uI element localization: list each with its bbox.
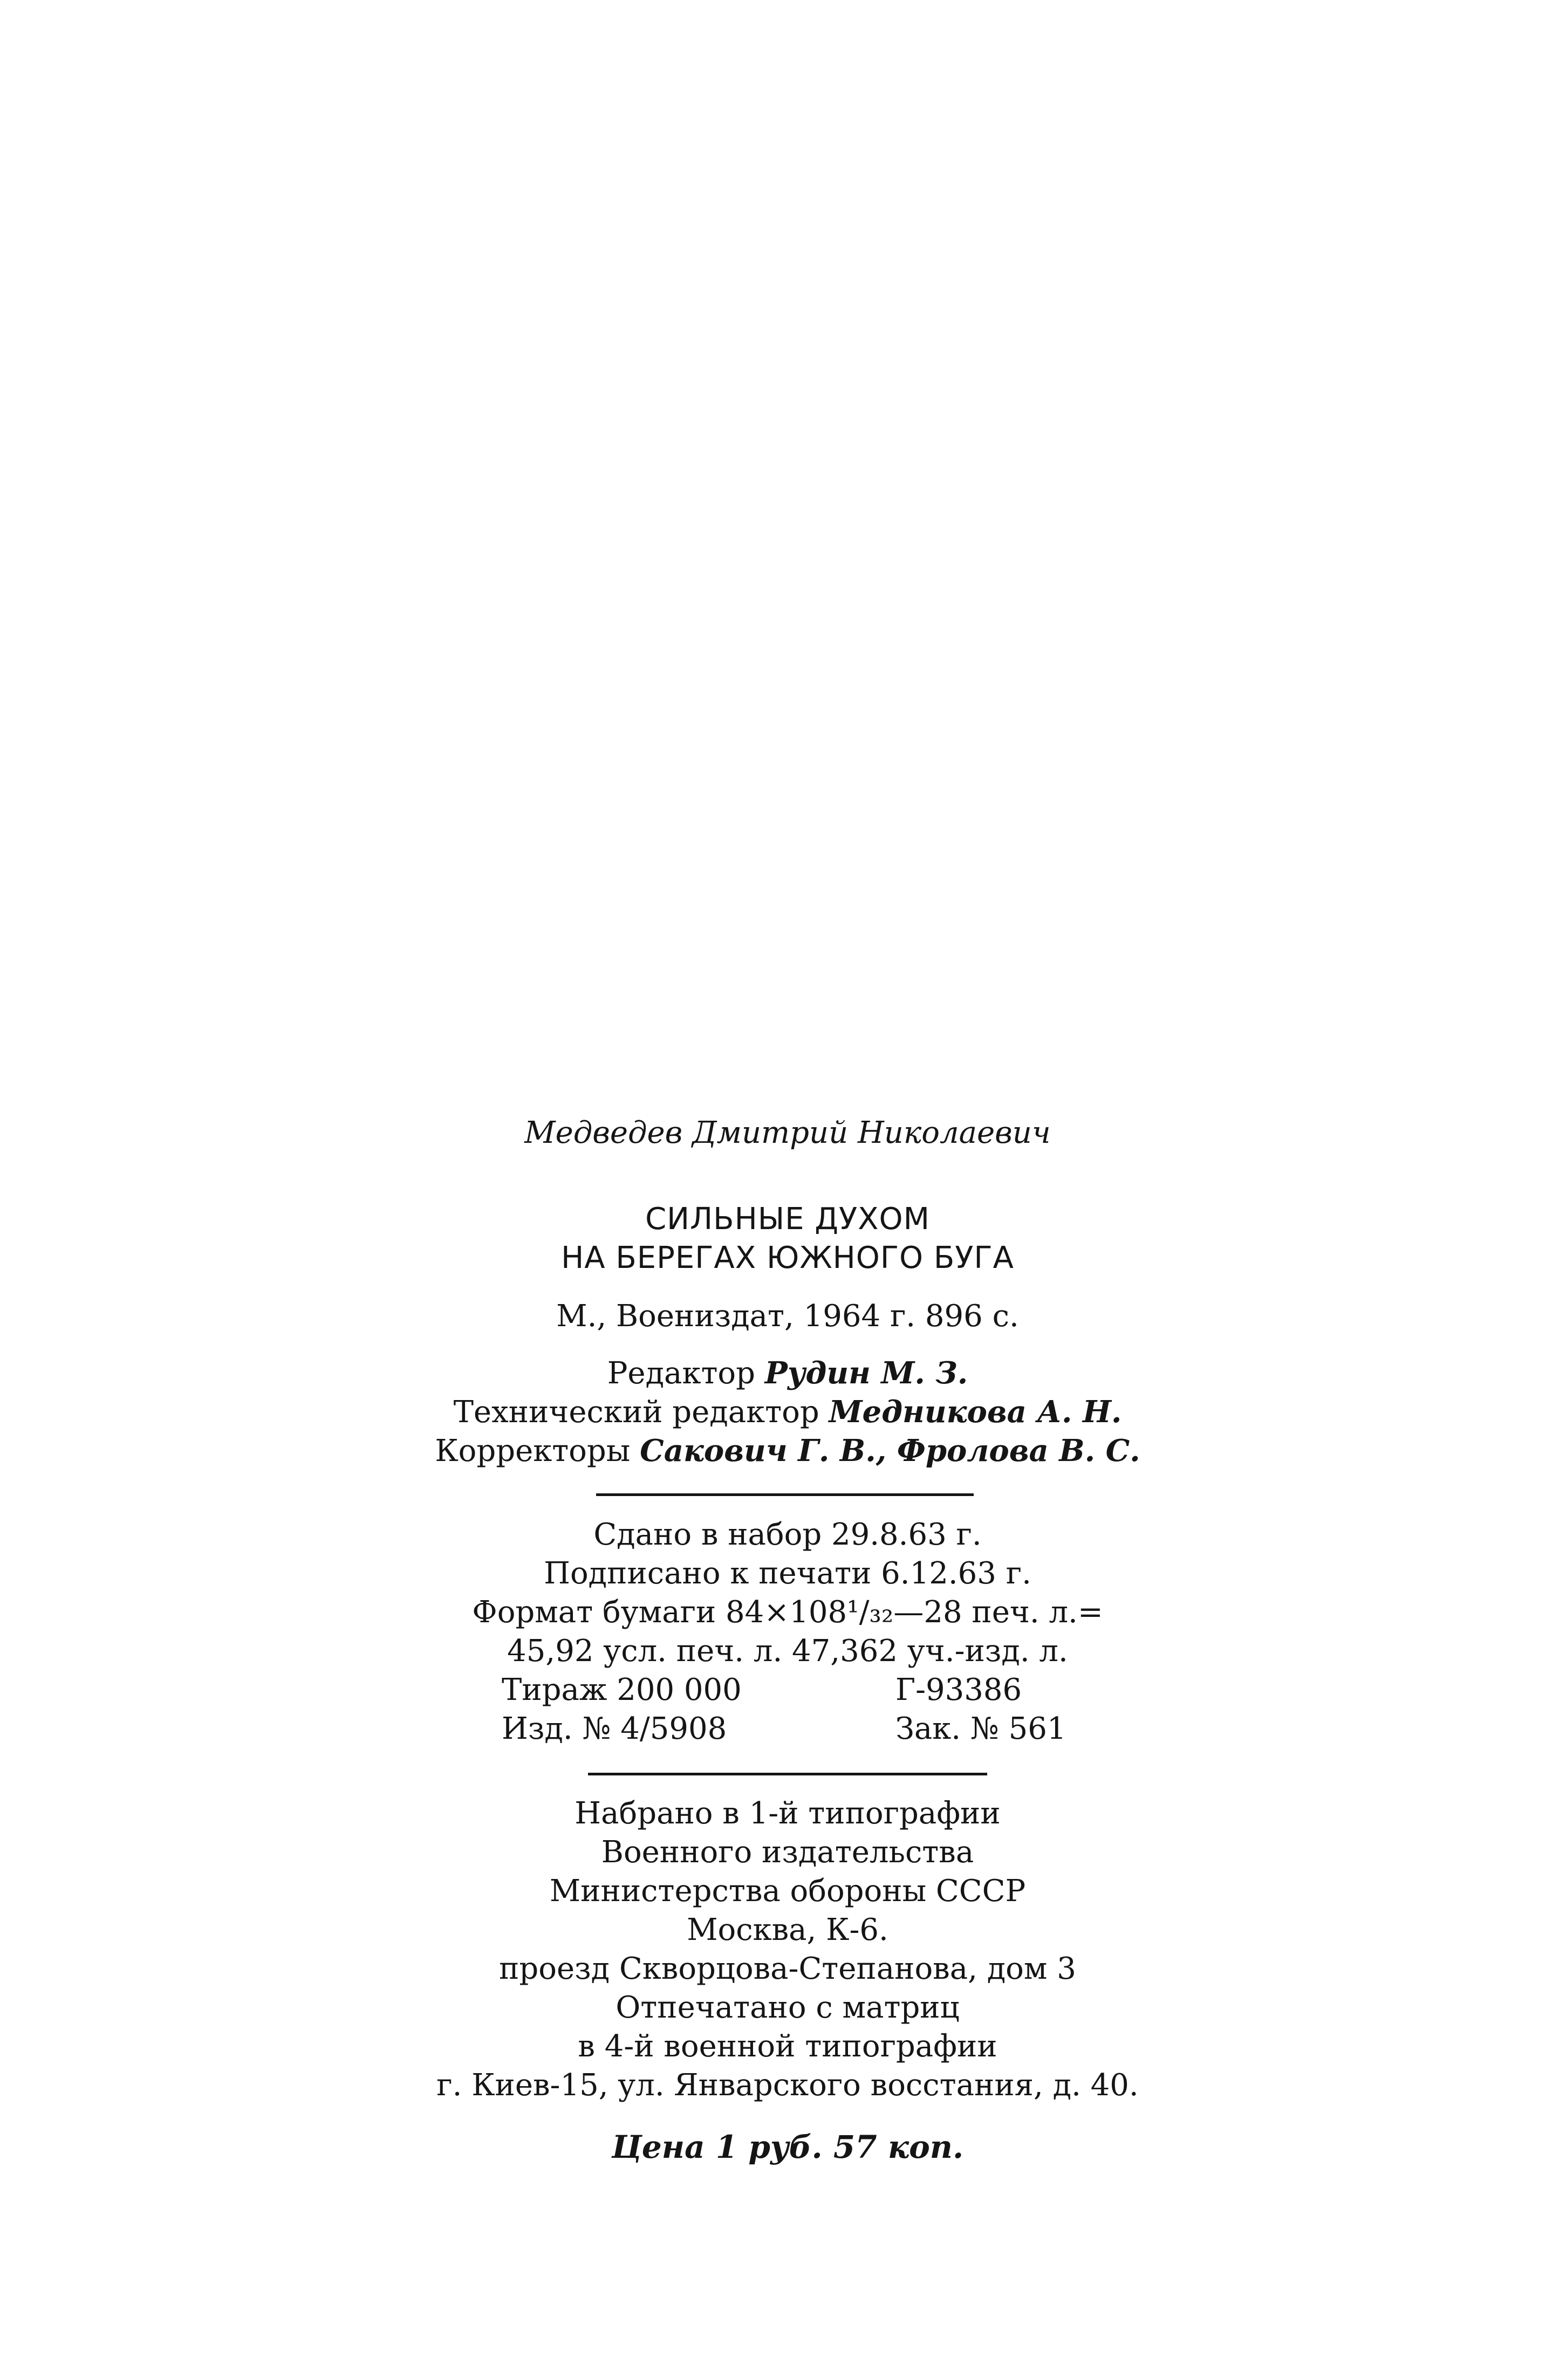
- sheet-count: 45,92 усл. печ. л. 47,362 уч.-изд. л.: [507, 1634, 1068, 1669]
- printer-line-8: г. Киев-15, ул. Январского восстания, д. 40.: [436, 2068, 1139, 2103]
- printer-line-3: Министерства обороны СССР: [549, 1874, 1026, 1909]
- author-name: Медведев Дмитрий Николаевич: [524, 1115, 1051, 1150]
- paper-format: Формат бумаги 84×108¹/₃₂—28 печ. л.=: [472, 1595, 1103, 1630]
- book-title-line-1: СИЛЬНЫЕ ДУХОМ: [645, 1202, 930, 1237]
- printer-line-5: проезд Скворцова-Степанова, дом 3: [499, 1951, 1076, 1986]
- printer-line-1: Набрано в 1-й типографии: [575, 1796, 1001, 1831]
- divider-rule-1: [596, 1493, 974, 1496]
- printer-line-4: Москва, К-6.: [687, 1912, 888, 1947]
- printer-line-7: в 4-й военной типографии: [578, 2029, 997, 2064]
- typeset-date: Сдано в набор 29.8.63 г.: [593, 1517, 982, 1552]
- editor-credit: [421, 1354, 1154, 1393]
- signed-date: Подписано к печати 6.12.63 г.: [544, 1556, 1031, 1591]
- correctors-credit: [421, 1431, 1154, 1471]
- order-number: Зак. № 561: [895, 1711, 1066, 1746]
- book-title-line-2: НА БЕРЕГАХ ЮЖНОГО БУГА: [561, 1240, 1014, 1275]
- correctors-names: Сакович Г. В., Фролова В. С.: [640, 1433, 1140, 1469]
- print-run: Тираж 200 000: [502, 1672, 742, 1707]
- editor-name: Рудин М. З.: [764, 1355, 968, 1391]
- price-line: Цена 1 руб. 57 коп.: [611, 2129, 964, 2165]
- publication-number: Изд. № 4/5908: [502, 1711, 727, 1746]
- tech-editor-name: Медникова А. Н.: [829, 1394, 1122, 1430]
- divider-rule-2: [588, 1773, 987, 1775]
- printer-line-6: Отпечатано с матриц: [616, 1990, 960, 2025]
- imprint-line: М., Воениздат, 1964 г. 896 с.: [556, 1299, 1019, 1334]
- editor-label: Редактор: [607, 1356, 755, 1391]
- tech-editor-credit: [421, 1393, 1154, 1432]
- correctors-label: Корректоры: [435, 1434, 631, 1469]
- printer-line-2: Военного издательства: [601, 1835, 974, 1870]
- publication-code: Г-93386: [895, 1672, 1022, 1707]
- tech-editor-label: Технический редактор: [453, 1395, 819, 1430]
